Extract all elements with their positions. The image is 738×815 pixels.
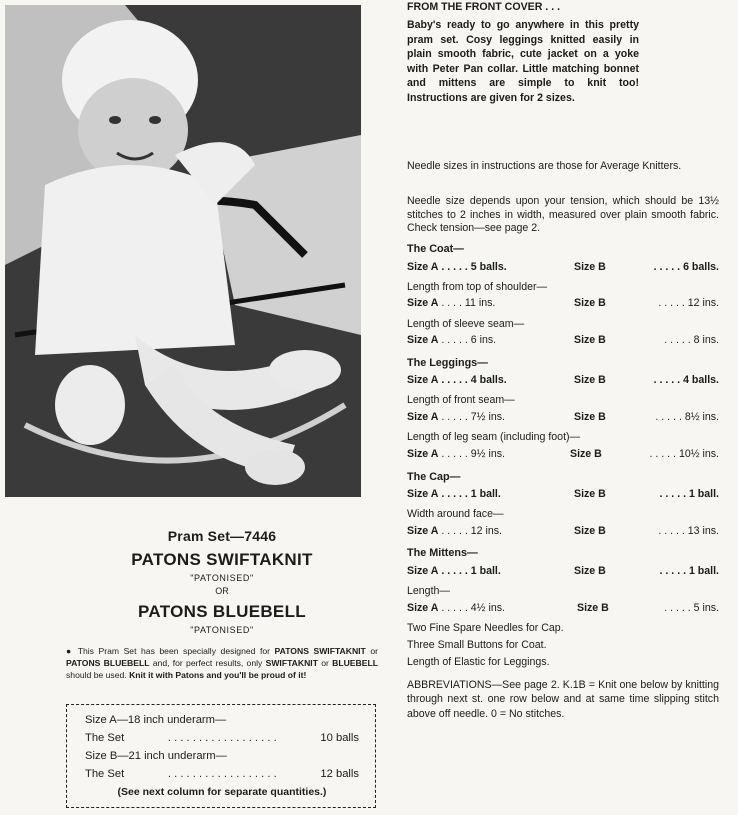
patonised-label-1: "PATONISED" bbox=[190, 573, 254, 583]
needle-note: Needle sizes in instructions are those for Average Knitters. bbox=[407, 160, 682, 172]
face-row: Size A . . . . . 12 ins. Size B . . . . . 13 ins. bbox=[407, 525, 719, 537]
size-b-heading: Size B—21 inch underarm— bbox=[85, 750, 227, 762]
abbreviations: ABBREVIATIONS—See page 2. K.1B = Knit one below by knitting through next st. one row below and at same time slipping stitch above off needle. 0 = No stitches. bbox=[407, 679, 719, 720]
leggings-title: The Leggings— bbox=[407, 357, 488, 369]
leggings-balls-row: Size A . . . . . 4 balls. Size B . . . . . 4 balls. bbox=[407, 374, 719, 386]
or-label: OR bbox=[215, 586, 229, 596]
size-a-set-row: The Set . . . . . . . . . . . . . . . . . . 10 balls bbox=[85, 730, 359, 747]
box-note: (See next column for separate quantities.) bbox=[117, 786, 327, 798]
length-row: Size A . . . . . 4½ ins. Size B . . . . . 5 ins. bbox=[407, 602, 719, 614]
extra-needles: Two Fine Spare Needles for Cap. bbox=[407, 622, 564, 634]
sleeve-label: Length of sleeve seam— bbox=[407, 318, 525, 330]
coat-title: The Coat— bbox=[407, 243, 464, 255]
brand-bluebell: PATONS BLUEBELL bbox=[138, 602, 306, 621]
shoulder-row: Size A . . . . 11 ins. Size B . . . . . 12 ins. bbox=[407, 297, 719, 309]
cap-balls-row: Size A . . . . . 1 ball. Size B . . . . . 1 ball. bbox=[407, 488, 719, 500]
mittens-balls-row: Size A . . . . . 1 ball. Size B . . . . . 1 ball. bbox=[407, 565, 719, 577]
face-label: Width around face— bbox=[407, 508, 504, 520]
brand-swiftaknit: PATONS SWIFTAKNIT bbox=[131, 550, 313, 569]
front-cover-title: FROM THE FRONT COVER . . . bbox=[407, 1, 561, 13]
left-column bbox=[62, 528, 382, 681]
pattern-name: Pram Set—7446 bbox=[167, 528, 277, 544]
size-a-set-quantity: 10 balls bbox=[320, 732, 359, 744]
patonised-label-2: "PATONISED" bbox=[190, 625, 254, 635]
cap-title: The Cap— bbox=[407, 471, 461, 483]
length-label: Length— bbox=[407, 585, 450, 597]
leg-seam-row: Size A . . . . . 9½ ins. Size B . . . . . 10½ ins. bbox=[407, 448, 719, 460]
size-b-set-row: The Set . . . . . . . . . . . . . . . . . . 12 balls bbox=[85, 766, 359, 783]
baby-in-pram-photo bbox=[5, 5, 361, 497]
extra-buttons: Three Small Buttons for Coat. bbox=[407, 639, 547, 651]
coat-balls-row: Size A . . . . . 5 balls. Size B . . . . . 6 balls. bbox=[407, 261, 719, 273]
baby-photo-illustration bbox=[5, 5, 361, 497]
quantity-box bbox=[66, 704, 376, 808]
front-seam-label: Length of front seam— bbox=[407, 394, 515, 406]
design-note: ● This Pram Set has been specially designed for PATONS SWIFTAKNIT or PATONS BLUEBELL and, for perfect results, only SWIFTAKNIT or BLUEBELL should be used. Knit it with Patons and you'll be proud of it! bbox=[66, 646, 378, 680]
front-cover-text: Baby's ready to go anywhere in this pretty pram set. Cosy leggings knitted easily in plain smooth fabric, cute jacket on a yoke with Peter Pan collar. Little matching bonnet and mittens are simple to knit too! Instructions are given for 2 sizes. bbox=[407, 19, 639, 104]
sleeve-row: Size A . . . . . 6 ins. Size B . . . . . 8 ins. bbox=[407, 334, 719, 346]
size-a-heading: Size A—18 inch underarm— bbox=[85, 714, 227, 726]
size-b-set-quantity: 12 balls bbox=[320, 768, 359, 780]
mittens-title: The Mittens— bbox=[407, 547, 478, 559]
leg-seam-label: Length of leg seam (including foot)— bbox=[407, 431, 581, 443]
tension-note: Needle size depends upon your tension, which should be 13½ stitches to 2 inches in width, measured over plain smooth fabric. Check tension—see page 2. bbox=[407, 195, 719, 234]
bullet-icon: ● bbox=[66, 646, 74, 656]
shoulder-label: Length from top of shoulder— bbox=[407, 281, 548, 293]
extra-elastic: Length of Elastic for Leggings. bbox=[407, 656, 550, 668]
front-seam-row: Size A . . . . . 7½ ins. Size B . . . . . 8½ ins. bbox=[407, 411, 719, 423]
